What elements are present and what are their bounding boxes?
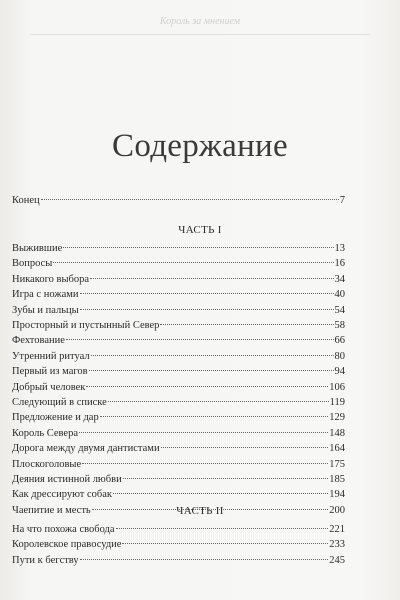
toc-entry [12,289,345,301]
toc-entry-page-number: 54 [334,304,345,316]
toc-leader-dots [82,463,328,464]
toc-entry [12,412,345,424]
toc-entry-page-number: 233 [329,539,345,551]
toc-entry [12,243,345,255]
toc-entry [12,397,345,409]
toc-entry-page-number: 119 [329,397,345,408]
toc-entry [12,258,345,270]
toc-leader-dots [53,262,333,263]
toc-entry [12,351,345,363]
toc-leader-dots [80,309,334,310]
toc-leader-dots [91,355,334,356]
page-title: Содержание [112,128,288,164]
toc-leader-dots [66,339,334,340]
toc-leader-dots [123,478,329,479]
toc-entry-title: Вопросы [12,258,53,270]
toc-entry [12,320,345,332]
toc-entry-title: Король Севера [12,427,79,439]
toc-entry [12,555,345,567]
toc-entry-page-number: 16 [334,258,345,270]
toc-entry-title: Как дрессируют собак [12,489,113,501]
toc-entry-title: Плоскоголовые [12,458,82,470]
toc-entry [12,382,345,394]
toc-leader-dots [122,543,328,544]
toc-entry-title: Просторный и пустынный Север [12,320,160,331]
toc-entry [12,195,345,207]
toc-entry-title: Утренний ритуал [12,350,90,362]
toc-entry-page-number: 7 [339,195,345,206]
toc-entry-page-number: 106 [329,381,345,393]
bleed-through-header: Король за мнением [159,16,241,27]
toc-entry [12,474,345,486]
bleed-through-rule [30,34,370,35]
toc-entry-title: Деяния истинной любви [12,474,122,485]
toc-entry-title: Добрый человек [12,381,86,393]
toc-entry [12,366,345,378]
toc-entry [12,428,345,440]
toc-leader-dots [116,528,329,529]
toc-entry-page-number: 40 [334,289,345,301]
toc-entry-page-number: 175 [329,458,345,470]
toc-entry-page-number: 164 [329,443,345,455]
toc-entry-page-number: 13 [334,243,345,254]
toc-leader-dots [113,493,328,494]
toc-leader-dots [100,416,329,417]
toc-entry [12,443,345,455]
toc-entry-title: Выжившие [12,243,63,254]
toc-leader-dots [161,447,329,448]
toc-entry-page-number: 129 [329,412,345,424]
toc-entry-page-number: 245 [329,554,345,566]
toc-leader-dots [80,559,329,560]
toc-entry-title: На что похожа свобода [12,524,115,535]
toc-entry-page-number: 58 [334,320,345,331]
toc-entry [12,524,345,536]
toc-entry [12,274,345,286]
toc-entry-page-number: 200 [329,504,345,516]
toc-leader-dots [90,278,333,279]
toc-entry-page-number: 34 [334,273,345,285]
toc-entry-title: Первый из магов [12,366,88,378]
toc-entry-title: Дорога между двумя дантистами [12,443,160,455]
toc-entry-page-number: 148 [329,427,345,439]
toc-part-heading: ЧАСТЬ II [176,505,224,517]
toc-entry [12,539,345,551]
toc-entry-page-number: 66 [334,335,345,347]
toc-leader-dots [63,247,333,248]
toc-entry [12,489,345,501]
toc-entry [12,305,345,317]
toc-entry-title: Фехтование [12,335,65,347]
toc-entry-title: Игра с ножами [12,289,79,301]
toc-entry [12,459,345,471]
toc-part-heading: ЧАСТЬ I [178,224,222,236]
toc-leader-dots [89,370,334,371]
toc-entry-page-number: 194 [329,489,345,501]
toc-entry-page-number: 221 [329,524,345,535]
toc-entry-title: Следующий в списке [12,397,107,408]
toc-leader-dots [80,293,334,294]
toc-entry-title: Предложение и дар [12,412,99,424]
toc-leader-dots [79,432,328,433]
toc-leader-dots [86,386,328,387]
toc-entry-page-number: 94 [334,366,345,378]
toc-entry-title: Пути к бегству [12,554,79,566]
toc-entry [12,335,345,347]
toc-leader-dots [41,199,339,200]
toc-entry-page-number: 185 [329,474,345,485]
toc-entry-title: Королевское правосудие [12,539,122,551]
toc-entry-title: Никакого выбора [12,273,90,285]
toc-entry-title: Зубы и пальцы [12,304,79,316]
toc-entry-title: Чаепитие и месть [12,504,91,516]
toc-leader-dots [160,324,333,325]
toc-leader-dots [108,401,329,402]
toc-entry-title: Конец [12,195,40,206]
toc-entry-page-number: 80 [334,350,345,362]
